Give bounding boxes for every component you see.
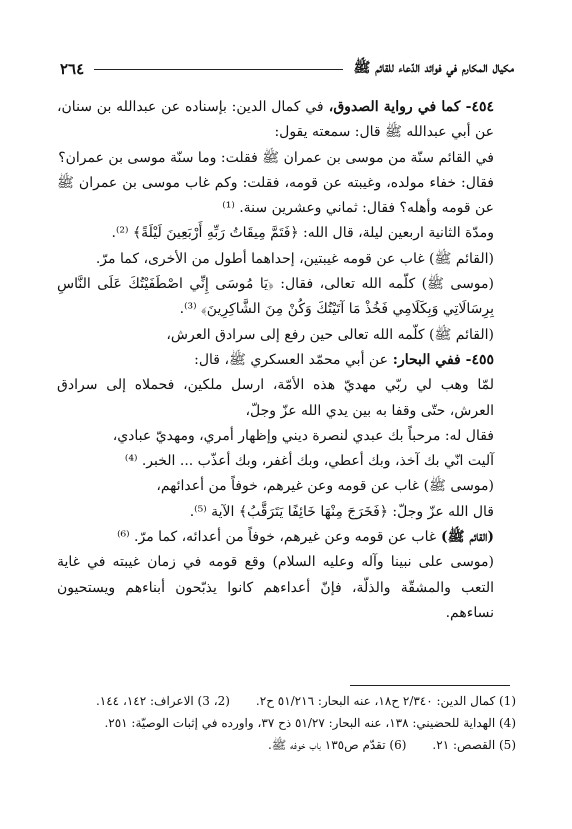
paragraph: فقال له: مرحباً بك عبدي لنصرة ديني وإظهار أمري، ومهديّ عبادي، bbox=[112, 427, 494, 444]
paragraph: (موسى ﷺ) غاب عن قومه وعن غيرهم، خوفاً من أعدائهم، bbox=[156, 478, 494, 495]
page-number: ٢٦٤ bbox=[60, 60, 85, 78]
footnotes bbox=[57, 690, 516, 756]
paragraph bbox=[57, 525, 516, 550]
paragraph: (موسى ﷺ) كلّمه الله تعالى، فقال: ﴿يَا مُوسَى إِنِّي اصْطَفَيْتُكَ عَلَى النَّاسِ بِرِسَالَاتِي وَبِكَلَامِي فَخُذْ مَا آتَيْتُكَ وَكُنْ مِنَ الشَّاكِرِينَ﴾ ⁽³⁾. bbox=[57, 276, 494, 318]
hadith-number-lead: ٤٥٤- كما في رواية الصدوق، bbox=[323, 99, 494, 115]
paragraph-text: في كمال الدين: بإسناده عن عبدالله بن سنان، عن أبي عبدالله ﷺ قال: سمعته يقول: bbox=[57, 99, 494, 141]
hadith-number-lead: ٤٥٥- ففي البحار: bbox=[387, 351, 494, 368]
paragraph-text: غاب عن قومه وعن غيرهم، خوفاً من أعدائه، كما مرّ. ⁽⁶⁾ bbox=[117, 529, 437, 546]
footnote-line bbox=[57, 690, 516, 712]
footnote-rule bbox=[350, 685, 510, 686]
paragraph: (موسى على نبينا وآله وعليه السلام) وقع قومه في زمان غيبته في غاية التعب والمشقّة والذلّة، فإنّ أعداءهم كانوا يذبّحون أبناءهم ويستحيون نساءهم. bbox=[57, 554, 494, 621]
paragraph: (القائم ﷺ) غاب عن قومه غيبتين، إحداهما أطول من الأخرى، كما مرّ. bbox=[95, 250, 494, 267]
footnote: (6) تقدّم ص١٣٥ باب خوفه ﷺ. bbox=[267, 738, 407, 752]
paragraph: في القائم سنّة من موسى بن عمران ﷺ فقلت: وما سنّة موسى بن عمران؟ bbox=[58, 149, 494, 166]
paragraph: آليت انّي بك آخذ، وبك أعطي، وبك أغفر، وبك أعذّب ... الخبر. ⁽⁴⁾ bbox=[124, 453, 494, 470]
paragraph-lead: (القائم ﷺ) bbox=[436, 529, 494, 546]
footnote-line bbox=[57, 734, 516, 756]
paragraph-454 bbox=[57, 95, 516, 146]
running-header bbox=[60, 58, 514, 80]
footnote: (4) الهداية للحضيني: ١٣٨، عنه البحار: ٥١/٢٧ ذح ٣٧، واورده في إثبات الوصيّة: ٢٥١. bbox=[104, 716, 516, 730]
paragraph: ومدّة الثانية اربعين ليلة، قال الله: ﴿فَتَمَّ مِيقَاتُ رَبِّهِ أَرْبَعِينَ لَيْلَةً﴾ ⁽²⁾. bbox=[111, 225, 494, 242]
paragraph: (القائم ﷺ) كلّمه الله تعالى حين رفع إلى سرادق العرش، bbox=[166, 326, 494, 343]
paragraph: لمّا وهب لي ربّي مهديّ هذه الأمّة، ارسل ملكين، فحملاه إلى سرادق العرش، حتّى وقفا به بين يدي الله عزّ وجلّ، bbox=[57, 377, 494, 419]
main-text bbox=[57, 95, 516, 626]
paragraph-455 bbox=[57, 348, 516, 373]
footnote: (2، 3) الاعراف: ١٤٢، ١٤٤. bbox=[95, 694, 230, 708]
book-title: مكيال المكارم في فوائد الدّعاء للقائم ﷺ bbox=[353, 60, 514, 76]
footnote: (1) كمال الدين: ٢/٣٤٠ ح١٨، عنه البحار: ٥١/٢١٦ ح٢. bbox=[255, 694, 516, 708]
footnote: (5) القصص: ٢١. bbox=[432, 738, 516, 752]
paragraph: قال الله عزّ وجلّ: ﴿فَخَرَجَ مِنْهَا خَائِفًا يَتَرَقَّبُ﴾ الآية ⁽⁵⁾. bbox=[189, 503, 494, 520]
footnote-line bbox=[57, 712, 516, 734]
paragraph: فقال: خفاء مولده، وغيبته عن قومه، فقلت: وكم غاب موسى بن عمران ﷺ عن قومه وأهله؟ فقال: ثماني وعشرين سنة. ⁽¹⁾ bbox=[57, 174, 494, 217]
paragraph-text: عن أبي محمّد العسكري ﷺ، قال: bbox=[194, 351, 388, 368]
header-rule bbox=[94, 69, 343, 70]
